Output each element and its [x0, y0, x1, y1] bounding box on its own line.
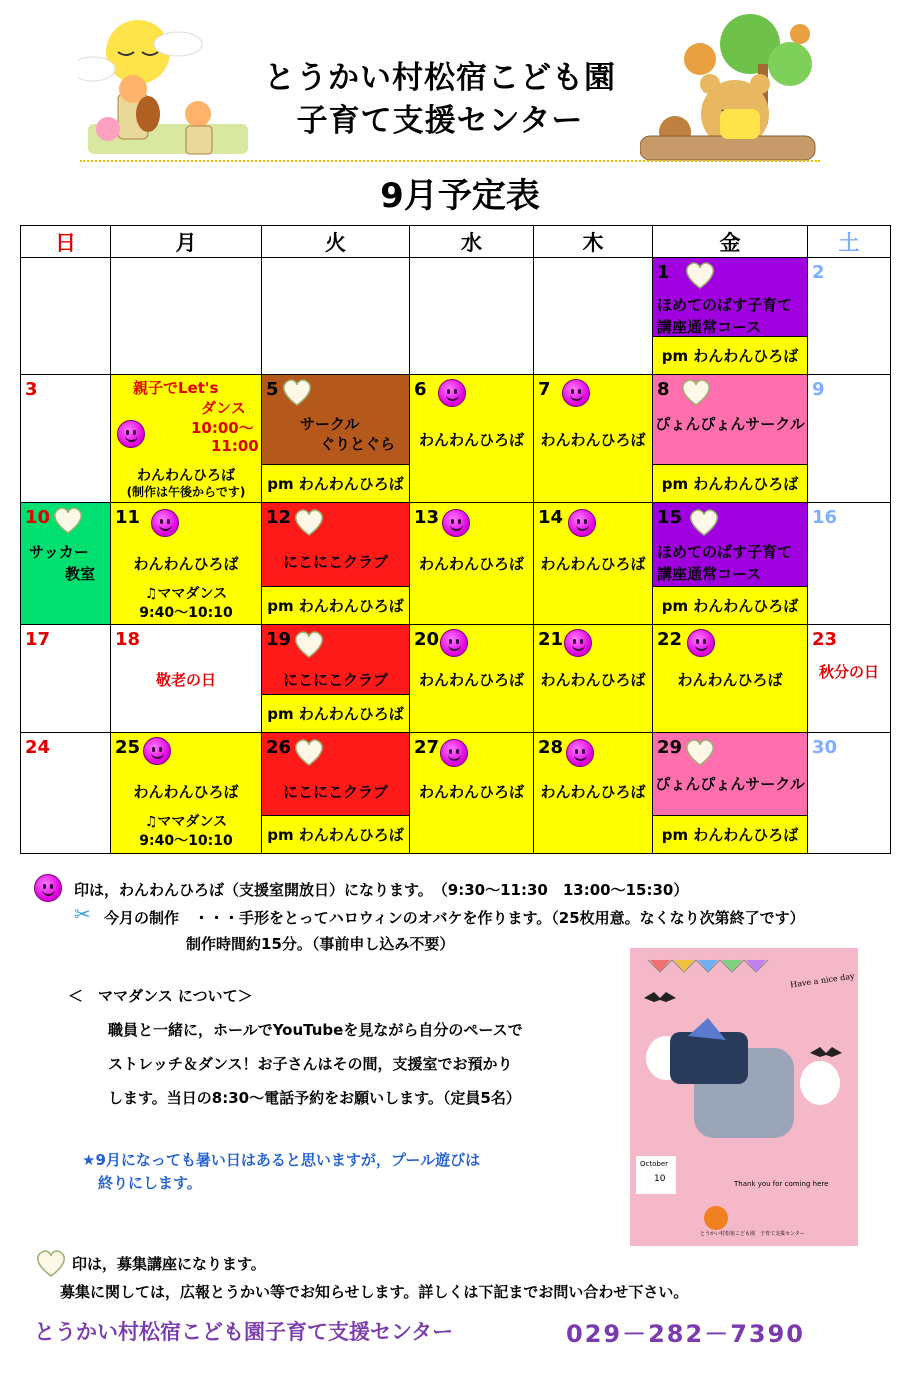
- smiley-dot-icon: [151, 509, 179, 537]
- poster-credit: とうかい村松宿こども園 子育て支援センター: [700, 1231, 805, 1237]
- day-cell-16: [808, 503, 891, 625]
- event-line: ほめてのばす子育て: [657, 543, 793, 561]
- event-text: わんわんひろば: [677, 671, 783, 689]
- week-row: [21, 733, 891, 854]
- smiley-dot-icon: [117, 420, 145, 448]
- day-cell-14: [534, 503, 653, 625]
- day-number: 2: [812, 262, 825, 283]
- day-number: 16: [812, 507, 838, 528]
- event-text: わんわんひろば: [418, 783, 524, 801]
- event-text: にこにこクラブ: [282, 671, 388, 689]
- event-text: わんわんひろば: [133, 555, 239, 573]
- month-title: 9月予定表: [380, 176, 540, 216]
- day-number: 22: [657, 629, 683, 650]
- day-cell-5: [262, 375, 410, 503]
- event-text: わんわんひろば: [133, 783, 239, 801]
- day-number: 23: [812, 629, 838, 650]
- decorative-border: [80, 160, 820, 164]
- event-time: 11:00: [211, 437, 259, 455]
- event-text: わんわんひろば: [540, 431, 646, 449]
- day-cell-15: [653, 503, 808, 625]
- day-cell-empty: [410, 258, 534, 375]
- craft-line1: 今月の制作 ・・・手形をとってハロウィンのオバケを作ります。（25枚用意。なくなり次第終了です）: [104, 909, 805, 927]
- smiley-dot-icon: [440, 629, 468, 657]
- day-number: 27: [414, 737, 440, 758]
- day-cell-28: [534, 733, 653, 854]
- event-text: わんわんひろば: [418, 671, 524, 689]
- day-number: 5: [266, 379, 279, 400]
- smiley-dot-icon: [442, 509, 470, 537]
- footer-phone: 029－282－7390: [566, 1320, 805, 1348]
- day-cell-11: [111, 503, 262, 625]
- week-row: [21, 258, 891, 375]
- day-cell-30: [808, 733, 891, 854]
- pm-session: pm わんわんひろば: [262, 694, 409, 732]
- weekday-mon: 月: [111, 226, 262, 258]
- day-number: 15: [657, 507, 683, 528]
- recruit-text: 募集に関しては，広報とうかい等でお知らせします。詳しくは下記までお問い合わせ下さい。: [60, 1283, 689, 1301]
- day-number: 6: [414, 379, 427, 400]
- day-cell-22: [653, 625, 808, 733]
- day-number: 18: [115, 629, 141, 650]
- day-number: 12: [266, 507, 292, 528]
- weekday-tue: 火: [262, 226, 410, 258]
- day-cell-1: [653, 258, 808, 375]
- event-line: 親子でLet's: [133, 379, 219, 397]
- pm-session: pm わんわんひろば: [653, 586, 807, 624]
- poster-tagline: Have a nice day: [789, 971, 856, 990]
- heart-icon: [34, 1248, 68, 1278]
- pool-line2: 終りにします。: [98, 1174, 202, 1192]
- week-row: [21, 503, 891, 625]
- day-cell-3: [21, 375, 111, 503]
- day-number: 24: [25, 737, 51, 758]
- event-line: ぐりとぐら: [320, 435, 396, 453]
- day-number: 21: [538, 629, 564, 650]
- holiday-label: 敬老の日: [155, 671, 216, 689]
- event-line: ダンス: [201, 399, 246, 417]
- event-line: サッカー: [29, 543, 89, 561]
- day-cell-18: [111, 625, 262, 733]
- poster-thanks: Thank you for coming here: [734, 1180, 829, 1188]
- heart-icon: [292, 737, 326, 767]
- day-cell-empty: [262, 258, 410, 375]
- event-line: [111, 811, 261, 831]
- day-number: 1: [657, 262, 670, 283]
- dancer-icon: ♫: [144, 586, 158, 602]
- event-line: ほめてのばす子育て: [657, 296, 793, 314]
- day-cell-19: [262, 625, 410, 733]
- event-time: 9:40～10:10: [139, 833, 233, 849]
- weekday-fri: 金: [653, 226, 808, 258]
- mama-dance-heading: ＜ ママダンス について＞: [68, 987, 253, 1005]
- smiley-dot-icon: [143, 737, 171, 765]
- event-line: 講座通常コース: [657, 565, 762, 583]
- event-line-text: ママダンス: [157, 586, 228, 602]
- day-number: 29: [657, 737, 683, 758]
- poster-day: 10: [654, 1174, 666, 1184]
- smiley-dot-icon: [566, 739, 594, 767]
- weekday-sun: 日: [21, 226, 111, 258]
- pm-session: pm わんわんひろば: [653, 815, 807, 853]
- day-cell-29: [653, 733, 808, 854]
- day-cell-25: [111, 733, 262, 854]
- day-cell-13: [410, 503, 534, 625]
- heart-icon: [292, 629, 326, 659]
- poster-month: October: [640, 1160, 669, 1168]
- day-cell-4: [111, 375, 262, 503]
- event-text: わんわんひろば: [418, 555, 524, 573]
- heart-icon: [683, 737, 717, 767]
- smiley-dot-icon: [568, 509, 596, 537]
- week-row: [21, 625, 891, 733]
- mama-dance-line3: します。当日の8:30～電話予約をお願いします。（定員5名）: [108, 1089, 521, 1107]
- day-cell-10: [21, 503, 111, 625]
- mama-dance-line1: 職員と一緒に，ホールでYouTubeを見ながら自分のペースで: [108, 1021, 523, 1039]
- event-text: ぴょんぴょんサークル: [655, 415, 805, 433]
- day-number: 11: [115, 507, 141, 528]
- day-number: 28: [538, 737, 564, 758]
- day-cell-7: [534, 375, 653, 503]
- page-title-line2: 子育て支援センター: [296, 103, 584, 139]
- mama-dance-line2: ストレッチ＆ダンス！お子さんはその間，支援室でお預かり: [108, 1055, 513, 1073]
- legend-heart-text: 印は，募集講座になります。: [72, 1255, 266, 1273]
- pm-session: pm わんわんひろば: [262, 586, 409, 624]
- event-text: ぴょんぴょんサークル: [655, 775, 805, 793]
- day-cell-empty: [534, 258, 653, 375]
- event-line-text: ママダンス: [157, 814, 228, 830]
- legend-dot-text: 印は，わんわんひろば（支援室開放日）になります。 （9:30～11:30 13:00～15:30）: [74, 881, 689, 899]
- pm-session: pm わんわんひろば: [653, 464, 807, 502]
- event-text: わんわんひろば: [540, 783, 646, 801]
- day-number: 25: [115, 737, 141, 758]
- day-cell-8: [653, 375, 808, 503]
- halloween-poster: [630, 948, 858, 1246]
- smiley-dot-icon: [440, 739, 468, 767]
- day-number: 19: [266, 629, 292, 650]
- heart-icon: [687, 507, 721, 537]
- day-cell-9: [808, 375, 891, 503]
- event-line: 教室: [65, 565, 96, 583]
- day-number: 26: [266, 737, 292, 758]
- day-number: 8: [657, 379, 670, 400]
- smiley-dot-icon: [564, 629, 592, 657]
- footer-org-name: とうかい村松宿こども園子育て支援センター: [34, 1320, 454, 1344]
- day-cell-24: [21, 733, 111, 854]
- pm-session: pm わんわんひろば: [262, 815, 409, 853]
- event-line: [111, 583, 261, 603]
- heart-icon: [292, 507, 326, 537]
- day-cell-21: [534, 625, 653, 733]
- day-cell-2: [808, 258, 891, 375]
- craft-line2: 制作時間約15分。（事前申し込み不要）: [186, 935, 455, 953]
- event-note: (制作は午後からです): [126, 485, 246, 499]
- event-text: わんわんひろば: [540, 555, 646, 573]
- event-time: 9:40～10:10: [139, 605, 233, 621]
- dancer-icon: ♫: [144, 814, 158, 830]
- event-text: にこにこクラブ: [282, 553, 388, 571]
- pool-line1: ★9月になっても暑い日はあると思いますが，プール遊びは: [82, 1151, 481, 1169]
- day-cell-23: [808, 625, 891, 733]
- pm-session: pm わんわんひろば: [653, 336, 807, 374]
- event-text: [657, 541, 807, 585]
- event-line: わんわんひろば: [137, 468, 235, 484]
- page-title-line1: とうかい村松宿こども園: [264, 60, 616, 96]
- weekday-thu: 木: [534, 226, 653, 258]
- day-number: 9: [812, 379, 825, 400]
- day-cell-6: [410, 375, 534, 503]
- heart-icon: [280, 377, 314, 407]
- day-cell-empty: [21, 258, 111, 375]
- heart-icon: [683, 260, 717, 290]
- weekday-sat: 土: [808, 226, 891, 258]
- day-cell-12: [262, 503, 410, 625]
- week-row: [21, 375, 891, 503]
- smiley-dot-icon: [34, 874, 62, 902]
- day-cell-empty: [111, 258, 262, 375]
- event-text: にこにこクラブ: [282, 783, 388, 801]
- event-text: [657, 294, 807, 338]
- event-line: サークル: [300, 415, 360, 433]
- event-time: 10:00～: [191, 419, 254, 437]
- event-line: 講座通常コース: [657, 318, 762, 336]
- pm-session: pm わんわんひろば: [262, 464, 409, 502]
- smiley-dot-icon: [438, 379, 466, 407]
- day-number: 10: [25, 507, 51, 528]
- day-number: 13: [414, 507, 440, 528]
- weekday-wed: 水: [410, 226, 534, 258]
- heart-icon: [679, 377, 713, 407]
- event-text: わんわんひろば: [418, 431, 524, 449]
- calendar-table: [20, 225, 891, 854]
- day-number: 20: [414, 629, 440, 650]
- event-text: わんわんひろば: [540, 671, 646, 689]
- day-cell-27: [410, 733, 534, 854]
- day-number: 3: [25, 379, 38, 400]
- weekday-header-row: [21, 226, 891, 258]
- holiday-label: 秋分の日: [818, 663, 879, 681]
- day-cell-20: [410, 625, 534, 733]
- day-number: 7: [538, 379, 551, 400]
- day-cell-26: [262, 733, 410, 854]
- scissors-icon: ✂: [74, 902, 91, 926]
- smiley-dot-icon: [562, 379, 590, 407]
- day-number: 17: [25, 629, 51, 650]
- day-number: 14: [538, 507, 564, 528]
- day-cell-17: [21, 625, 111, 733]
- day-number: 30: [812, 737, 838, 758]
- heart-icon: [51, 505, 85, 535]
- smiley-dot-icon: [687, 629, 715, 657]
